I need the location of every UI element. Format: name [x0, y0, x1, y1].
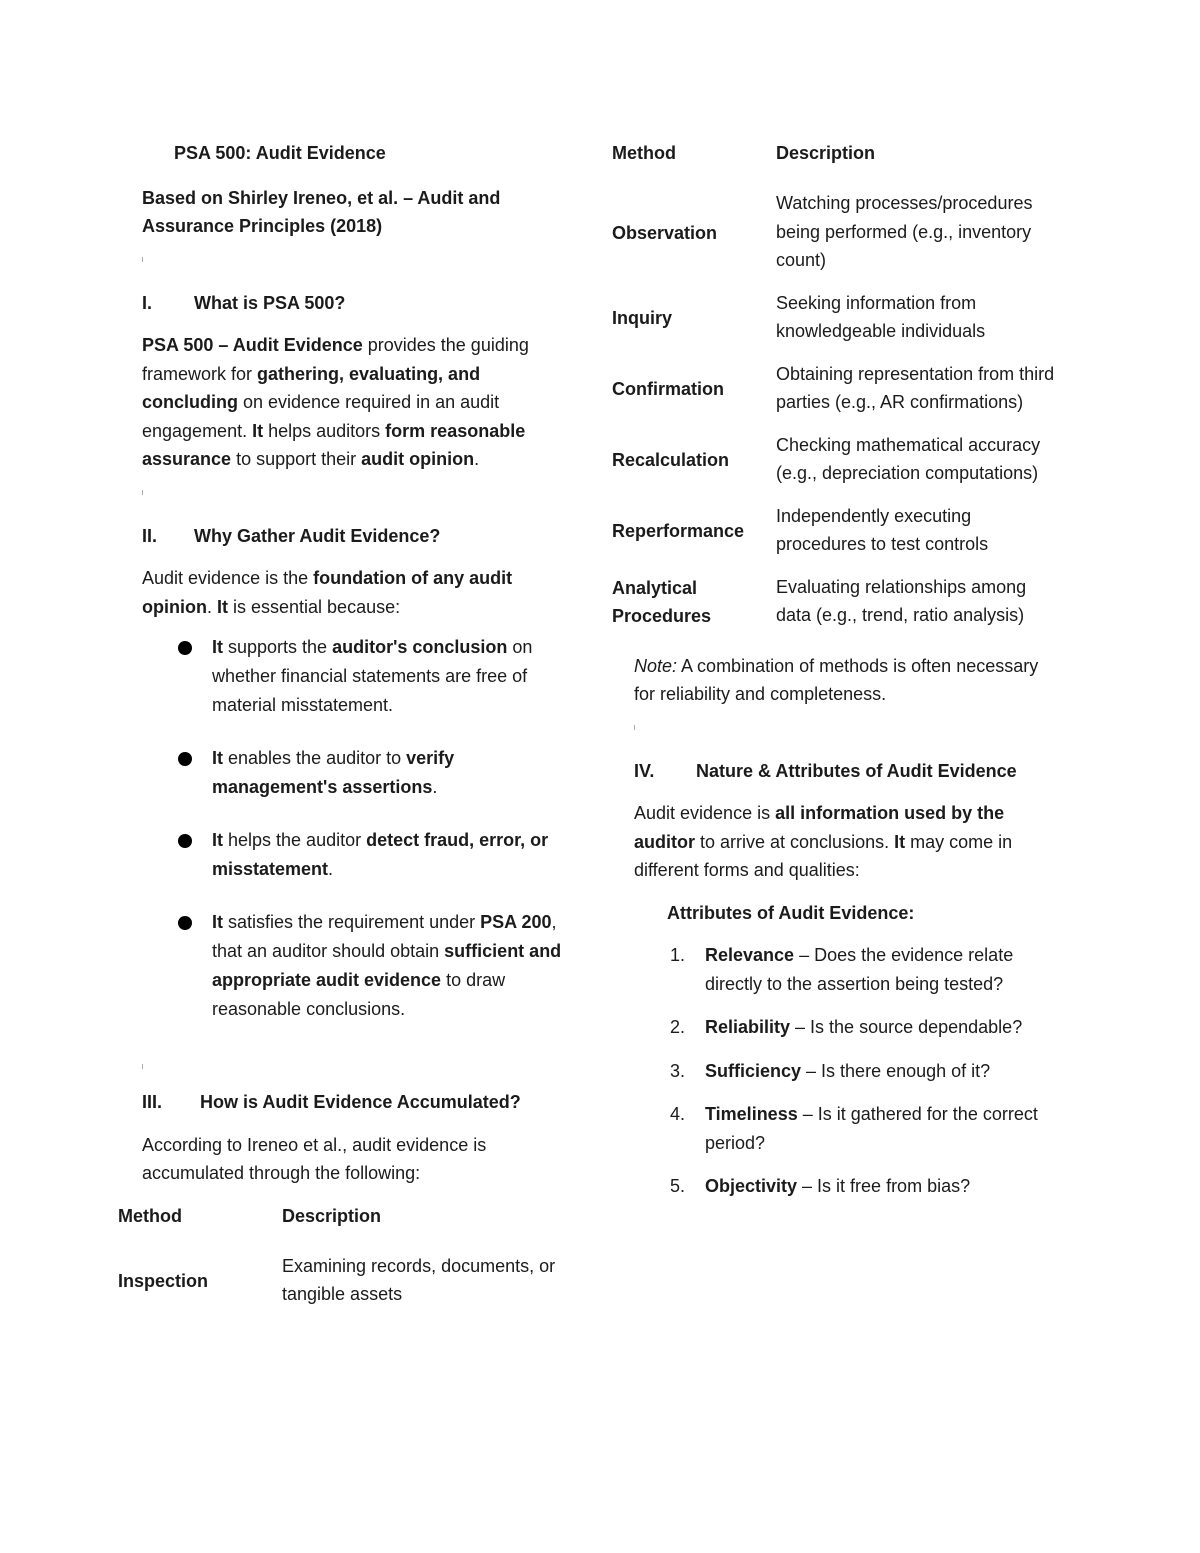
bold-text: auditor's conclusion — [332, 637, 508, 657]
section-3-title: How is Audit Evidence Accumulated? — [200, 1092, 521, 1112]
item-number: 5. — [670, 1176, 686, 1196]
section-3-heading — [142, 1088, 567, 1117]
document-subtitle: Based on Shirley Ireneo, et al. – Audit and Assurance Principles (2018) — [142, 187, 501, 236]
spacer-mark — [634, 709, 1062, 747]
attribute-name: Reliability — [705, 1017, 791, 1037]
bold-text: PSA 200 — [480, 912, 552, 932]
attribute-text: – Is it gathered for the correct period? — [705, 1104, 1038, 1153]
attribute-text: – Is the source dependable? — [790, 1017, 1023, 1037]
bullet-icon — [178, 834, 192, 848]
text: . — [328, 859, 334, 879]
text: may come in different forms and qualities: — [634, 831, 1013, 880]
bold-text: It — [252, 420, 264, 441]
section-1-title: What is PSA 500? — [194, 292, 346, 313]
text: Audit evidence is the — [142, 568, 314, 588]
text: to support their — [231, 449, 362, 469]
table-header-row — [118, 1202, 568, 1246]
bold-text: verify management's assertions — [212, 748, 455, 797]
method-cell: Recalculation — [612, 449, 730, 470]
list-item — [142, 744, 567, 802]
bold-text: PSA 500 – Audit Evidence — [142, 335, 363, 355]
bold-text: It — [212, 830, 223, 850]
column-header-method: Method — [118, 1205, 182, 1226]
bold-text: It — [894, 831, 906, 852]
attribute-text: – Is there enough of it? — [801, 1060, 991, 1081]
attribute-name: Sufficiency — [705, 1060, 802, 1081]
item-number: 1. — [670, 945, 686, 965]
spacer-mark — [142, 474, 567, 512]
text: on whether financial statements are free of material misstatement. — [212, 637, 533, 715]
table-header-row — [612, 139, 1062, 183]
section-4-intro — [612, 799, 1062, 885]
method-cell: Confirmation — [612, 378, 724, 399]
text: helps the auditor — [223, 830, 367, 850]
right-column — [612, 139, 1062, 1216]
text: enables the auditor to — [223, 748, 407, 768]
table-row — [612, 425, 1062, 496]
bullet-icon — [178, 752, 192, 766]
description-cell: Examining records, documents, or tangible assets — [282, 1255, 556, 1304]
item-number: 2. — [670, 1017, 686, 1037]
text: to arrive at conclusions. — [695, 831, 895, 852]
list-item — [142, 908, 567, 1024]
bold-text: detect fraud, error, or misstatement — [212, 830, 549, 879]
text: supports the — [223, 637, 333, 657]
left-column — [118, 139, 567, 1317]
text: satisfies the requirement under — [223, 912, 481, 932]
bold-text: It — [212, 748, 223, 768]
section-1-number: I. — [142, 292, 153, 313]
text: . — [474, 449, 480, 469]
text: , that an auditor should obtain — [212, 912, 557, 961]
section-3-intro: According to Ireneo et al., audit evidence is accumulated through the following: — [142, 1134, 487, 1183]
column-header-description: Description — [776, 143, 876, 163]
method-cell: Observation — [612, 222, 718, 243]
table-row — [118, 1246, 568, 1317]
attribute-name: Timeliness — [705, 1104, 798, 1124]
methods-note — [612, 652, 1062, 709]
text: provides the guiding framework for — [142, 335, 529, 384]
method-cell: Inspection — [118, 1270, 209, 1291]
section-1-paragraph — [142, 331, 567, 474]
note-text: A combination of methods is often necessary for reliability and completeness. — [634, 655, 1039, 704]
spacer-mark — [142, 241, 567, 279]
section-4-heading — [612, 757, 1062, 786]
method-cell: Analytical Procedures — [612, 577, 712, 626]
attribute-name: Objectivity — [705, 1176, 798, 1196]
text: to draw reasonable conclusions. — [212, 970, 506, 1019]
note-label: Note: — [634, 655, 678, 676]
reasons-list — [142, 633, 567, 1024]
section-3-number: III. — [142, 1092, 163, 1112]
methods-table-part-1 — [118, 1202, 568, 1317]
table-row — [612, 183, 1062, 283]
text: Audit evidence is — [634, 803, 776, 823]
bold-text: It — [212, 637, 223, 657]
bold-text: all information used by the auditor — [634, 803, 1005, 852]
table-row — [612, 354, 1062, 425]
section-4-title: Nature & Attributes of Audit Evidence — [696, 760, 1017, 781]
table-row — [612, 567, 1062, 638]
attribute-text: – Is it free from bias? — [797, 1176, 971, 1196]
column-header-description: Description — [282, 1205, 382, 1226]
attributes-title: Attributes of Audit Evidence: — [667, 902, 915, 923]
list-item — [142, 633, 567, 720]
list-item — [612, 1172, 1062, 1201]
section-2-intro — [142, 564, 567, 621]
bold-text: gathering, evaluating, and concluding — [142, 363, 481, 412]
bold-text: It — [217, 596, 228, 617]
list-item — [612, 941, 1062, 998]
list-item — [142, 826, 567, 884]
section-1-heading — [142, 289, 567, 318]
attributes-list — [612, 941, 1062, 1201]
item-number: 3. — [670, 1060, 686, 1081]
document-title: PSA 500: Audit Evidence — [174, 143, 386, 163]
bold-text: audit opinion — [361, 449, 475, 469]
spacer-mark — [142, 1048, 567, 1068]
text: helps auditors — [263, 420, 386, 441]
item-number: 4. — [670, 1104, 686, 1124]
section-2-title: Why Gather Audit Evidence? — [194, 525, 441, 546]
method-cell: Inquiry — [612, 307, 673, 328]
column-header-method: Method — [612, 143, 676, 163]
section-2-number: II. — [142, 525, 158, 546]
method-cell: Reperformance — [612, 520, 745, 541]
description-cell: Evaluating relationships among data (e.g., trend, ratio analysis) — [776, 576, 1027, 625]
section-2-heading — [142, 522, 567, 551]
section-4-number: IV. — [634, 760, 655, 781]
table-row — [612, 496, 1062, 567]
description-cell: Checking mathematical accuracy (e.g., depreciation computations) — [776, 434, 1041, 483]
table-row — [612, 283, 1062, 354]
description-cell: Watching processes/procedures being performed (e.g., inventory count) — [776, 193, 1033, 270]
description-cell: Obtaining representation from third parties (e.g., AR confirmations) — [776, 363, 1055, 412]
bold-text: sufficient and appropriate audit evidence — [212, 941, 562, 990]
list-item — [612, 1013, 1062, 1042]
bold-text: foundation of any audit opinion — [142, 568, 513, 617]
list-item — [612, 1100, 1062, 1157]
text: on evidence required in an audit engagement. — [142, 392, 500, 441]
text: . — [206, 596, 217, 617]
bold-text: It — [212, 912, 223, 932]
description-cell: Independently executing procedures to test controls — [776, 505, 989, 554]
attribute-name: Relevance — [705, 945, 795, 965]
bullet-icon — [178, 641, 192, 655]
bullet-icon — [178, 916, 192, 930]
text: . — [432, 777, 438, 797]
description-cell: Seeking information from knowledgeable individuals — [776, 292, 986, 341]
text: is essential because: — [228, 596, 401, 617]
list-item — [612, 1057, 1062, 1086]
bold-text: form reasonable assurance — [142, 420, 526, 469]
methods-table-part-2 — [612, 139, 1062, 638]
attribute-text: – Does the evidence relate directly to the assertion being tested? — [705, 945, 1014, 994]
